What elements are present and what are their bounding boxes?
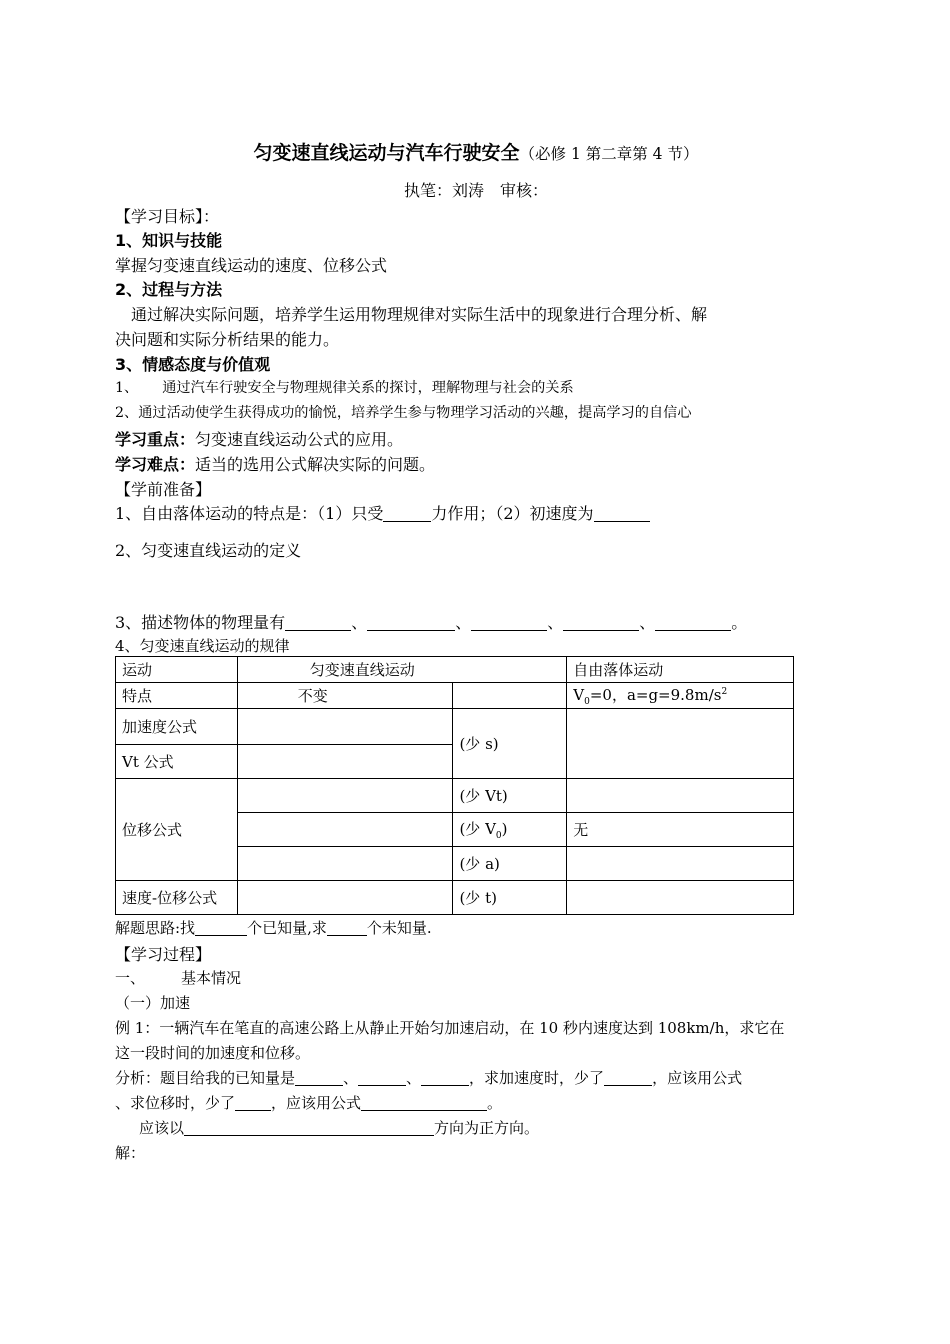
answer-blank[interactable] <box>367 614 455 631</box>
prep-question-2: 2、匀变速直线运动的定义 <box>115 541 302 560</box>
process-heading: 【学习过程】 <box>115 945 212 964</box>
table-row <box>116 709 794 745</box>
answer-blank[interactable] <box>594 505 650 522</box>
section-1-number: 一、 <box>115 969 146 987</box>
direction-text-b: 方向为正方向。 <box>434 1119 540 1137</box>
table-row <box>116 881 794 915</box>
table-cell[interactable] <box>237 779 453 813</box>
analysis-text: 、求位移时，少了 <box>115 1094 236 1112</box>
table-cell[interactable] <box>237 847 453 881</box>
key-point-text: 匀变速直线运动公式的应用。 <box>195 430 404 449</box>
objective-3-item-1-number: 1、 <box>115 380 139 396</box>
table-cell[interactable] <box>567 847 794 881</box>
answer-blank[interactable] <box>358 1070 406 1086</box>
solving-approach <box>115 917 432 938</box>
separator: 、 <box>343 1069 359 1087</box>
answer-blank[interactable] <box>421 1070 469 1086</box>
table-cell[interactable] <box>237 709 453 745</box>
analysis-text: 。 <box>487 1094 503 1112</box>
difficult-point-label: 学习难点： <box>115 455 196 474</box>
objective-3-item-1-text: 通过汽车行驶安全与物理规律关系的探讨，理解物理与社会的关系 <box>162 380 574 396</box>
answer-blank[interactable] <box>563 614 639 631</box>
analysis-text: ，应该用公式 <box>271 1094 362 1112</box>
table-cell[interactable] <box>567 881 794 915</box>
table-cell: 位移公式 <box>116 779 238 881</box>
answer-blank[interactable] <box>327 920 367 936</box>
table-cell: Vt 公式 <box>116 745 238 779</box>
solving-text-c: 个未知量. <box>366 919 432 937</box>
prep-heading: 【学前准备】 <box>115 480 212 499</box>
analysis-text: ，应该用公式 <box>652 1069 743 1087</box>
page-title: 匀变速直线运动与汽车行驶安全 <box>253 142 520 164</box>
table-cell-text: ) <box>501 820 508 838</box>
example-1-line-a: 例 1：一辆汽车在笔直的高速公路上从静止开始匀加速启动，在 10 秒内速度达到 108km/h，求它在 <box>115 1019 785 1037</box>
table-cell-text: 匀变速直线运动 <box>309 661 415 679</box>
objective-1-heading: 1、知识与技能 <box>115 231 223 250</box>
key-point-label: 学习重点： <box>115 430 196 449</box>
table-cell[interactable] <box>567 779 794 813</box>
answer-blank[interactable] <box>383 505 431 522</box>
formula-table <box>115 656 794 915</box>
separator: 、 <box>351 613 368 632</box>
prep-q3-text: 3、描述物体的物理量有 <box>115 613 286 632</box>
subscript: 0 <box>584 697 590 707</box>
answer-blank[interactable] <box>295 1070 343 1086</box>
table-cell[interactable] <box>237 745 453 779</box>
objective-3-item-2: 2、通过活动使学生获得成功的愉悦，培养学生参与物理学习活动的兴趣，提高学习的自信心 <box>115 405 692 421</box>
period: 。 <box>731 613 748 632</box>
analysis-line-2 <box>115 1092 502 1113</box>
direction-line <box>139 1117 539 1138</box>
table-cell <box>567 683 794 709</box>
table-row <box>116 657 794 683</box>
analysis-line-1 <box>115 1067 742 1088</box>
objective-3-heading: 3、情感态度与价值观 <box>115 355 271 374</box>
table-cell[interactable] <box>453 683 567 709</box>
table-cell[interactable] <box>567 709 794 779</box>
objectives-heading: 【学习目标】： <box>115 207 220 226</box>
prep-question-3 <box>115 610 747 633</box>
authors-line: 执笔：刘涛 审核： <box>403 181 548 200</box>
objective-2-text-a: 通过解决实际问题，培养学生运用物理规律对实际生活中的现象进行合理分析、解 <box>131 305 708 324</box>
page-subtitle: （必修 1 第二章第 4 节） <box>519 145 699 163</box>
title-line <box>115 138 837 165</box>
separator: 、 <box>406 1069 422 1087</box>
answer-blank[interactable] <box>471 614 547 631</box>
table-cell: 加速度公式 <box>116 709 238 745</box>
table-cell-text: V <box>573 686 585 704</box>
section-1-title: 基本情况 <box>181 969 242 987</box>
table-cell[interactable] <box>237 813 453 847</box>
table-cell: 速度-位移公式 <box>116 881 238 915</box>
table-cell <box>237 657 566 683</box>
table-cell: (少 t) <box>453 881 567 915</box>
objective-2-text-b: 决问题和实际分析结果的能力。 <box>115 330 340 349</box>
answer-blank[interactable] <box>184 1120 434 1136</box>
table-cell-text: =0，a=g=9.8m/s <box>589 686 722 704</box>
table-row <box>116 683 794 709</box>
subscript: 0 <box>495 831 502 841</box>
answer-blank[interactable] <box>604 1070 652 1086</box>
table-cell: (少 a) <box>453 847 567 881</box>
subsection-1-heading: （一）加速 <box>115 994 191 1012</box>
answer-blank[interactable] <box>195 920 247 936</box>
objective-2-heading: 2、过程与方法 <box>115 280 223 299</box>
answer-blank[interactable] <box>655 614 731 631</box>
table-row <box>116 779 794 813</box>
difficult-point-text: 适当的选用公式解决实际的问题。 <box>195 455 436 474</box>
table-cell: 特点 <box>116 683 238 709</box>
analysis-text: 分析：题目给我的已知量是 <box>115 1069 296 1087</box>
analysis-text: ，求加速度时，少了 <box>469 1069 605 1087</box>
key-point <box>115 427 403 450</box>
answer-blank[interactable] <box>361 1095 487 1111</box>
prep-q1-text-b: 力作用；（2）初速度为 <box>431 504 594 523</box>
table-cell <box>237 683 453 709</box>
solving-text-a: 解题思路:找 <box>115 919 196 937</box>
direction-text-a: 应该以 <box>139 1119 185 1137</box>
table-cell[interactable] <box>237 881 453 915</box>
difficult-point <box>115 452 435 475</box>
table-cell-text: (少 V <box>459 820 496 838</box>
separator: 、 <box>455 613 472 632</box>
table-cell-text: 不变 <box>297 687 328 705</box>
table-cell: (少 s) <box>453 709 567 779</box>
table-cell: 运动 <box>116 657 238 683</box>
superscript: 2 <box>721 687 728 697</box>
prep-question-1 <box>115 501 650 524</box>
objective-1-text: 掌握匀变速直线运动的速度、位移公式 <box>115 256 388 275</box>
example-1-line-b: 这一段时间的加速度和位移。 <box>115 1044 311 1062</box>
table-cell: 自由落体运动 <box>567 657 794 683</box>
section-1-heading <box>115 967 241 988</box>
prep-question-4: 4、匀变速直线运动的规律 <box>115 637 290 655</box>
table-cell: 无 <box>567 813 794 847</box>
table-cell: (少 Vt) <box>453 779 567 813</box>
objective-3-item-1 <box>115 377 574 397</box>
prep-q1-text-a: 1、自由落体运动的特点是：（1）只受 <box>115 504 384 523</box>
answer-blank[interactable] <box>235 1095 271 1111</box>
solution-label: 解： <box>115 1144 146 1162</box>
solving-text-b: 个已知量,求 <box>247 919 327 937</box>
separator: 、 <box>639 613 656 632</box>
separator: 、 <box>547 613 564 632</box>
table-cell <box>453 813 567 847</box>
answer-blank[interactable] <box>285 614 351 631</box>
